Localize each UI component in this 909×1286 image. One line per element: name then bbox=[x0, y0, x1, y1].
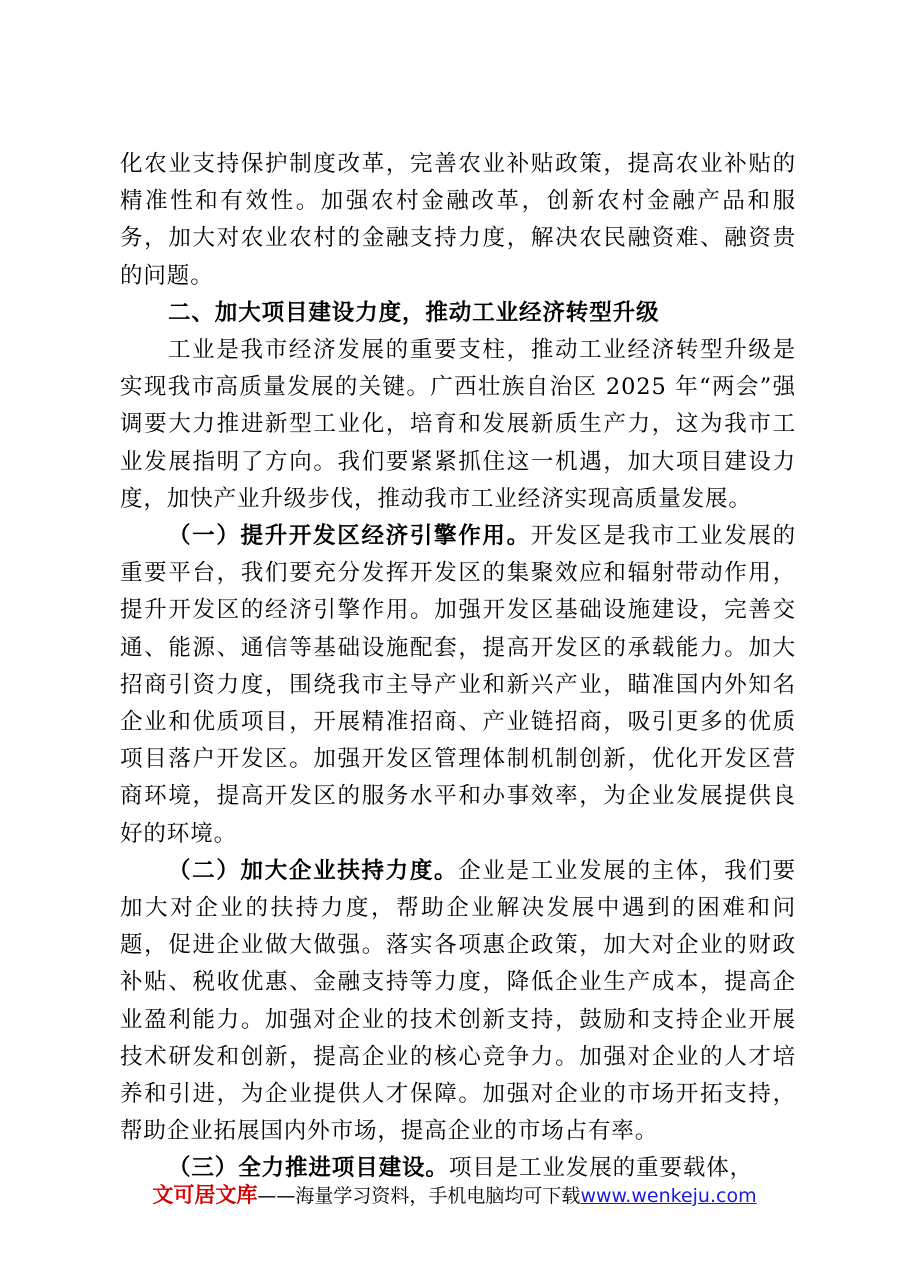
footer-website-link[interactable]: www.wenkeju.com bbox=[580, 1185, 757, 1207]
subsection-lead-enterprise-support: （二）加大企业扶持力度。 bbox=[168, 857, 459, 884]
paragraph-body-project-construction: 项目是工业发展的重要载体， bbox=[448, 1155, 754, 1182]
paragraph-enterprise-support bbox=[120, 853, 796, 1151]
paragraph-agriculture-support: 化农业支持保护制度改革，完善农业补贴政策，提高农业补贴的精准性和有效性。加强农村金融改革，创新农村金融产品和服务，加大对农业农村的金融支持力度，解决农民融资难、融资贵的问题。 bbox=[120, 151, 796, 289]
footer-brand: 文可居文库 bbox=[152, 1183, 258, 1207]
subsection-lead-project-construction: （三）全力推进项目建设。 bbox=[168, 1155, 449, 1182]
footer-watermark bbox=[0, 1180, 909, 1211]
paragraph-body-development-zone: 开发区是我市工业发展的重要平台，我们要充分发挥开发区的集聚效应和辐射带动作用，提升开发区的经济引擎作用。加强开发区基础设施建设，完善交通、能源、通信等基础设施配套，提高开发区的承载能力。加大招商引资力度，围绕我市主导产业和新兴产业，瞄准国内外知名企业和优质项目，开展精准招商、产业链招商，吸引更多的优质项目落户开发区。加强开发区管理体制机制创新，优化开发区营商环境，提高开发区的服务水平和办事效率，为企业发展提供良好的环境。 bbox=[120, 523, 796, 847]
paragraph-body-enterprise-support: 企业是工业发展的主体，我们要加大对企业的扶持力度，帮助企业解决发展中遇到的困难和问题，促进企业做大做强。落实各项惠企政策，加大对企业的财政补贴、税收优惠、金融支持等力度，降低企业生产成本，提高企业盈利能力。加强对企业的技术创新支持，鼓励和支持企业开展技术研发和创新，提高企业的核心竞争力。加强对企业的人才培养和引进，为企业提供人才保障。加强对企业的市场开拓支持，帮助企业拓展国内外市场，提高企业的市场占有率。 bbox=[120, 857, 796, 1145]
section-heading-industry: 二、加大项目建设力度，推动工业经济转型升级 bbox=[168, 299, 660, 326]
paragraph-development-zone bbox=[120, 518, 796, 853]
document-body bbox=[120, 146, 796, 1188]
paragraph-industry-intro: 工业是我市经济发展的重要支柱，推动工业经济转型升级是实现我市高质量发展的关键。广西壮族自治区 2025 年“两会”强调要大力推进新型工业化，培育和发展新质生产力，这为我市工业发展指明了方向。我们要紧紧抓住这一机遇，加大项目建设力度，加快产业升级步伐，推动我市工业经济实现高质量发展。 bbox=[120, 337, 796, 512]
subsection-lead-development-zone: （一）提升开发区经济引擎作用。 bbox=[168, 523, 531, 550]
footer-slogan: ——海量学习资料，手机电脑均可下载 bbox=[257, 1185, 581, 1207]
